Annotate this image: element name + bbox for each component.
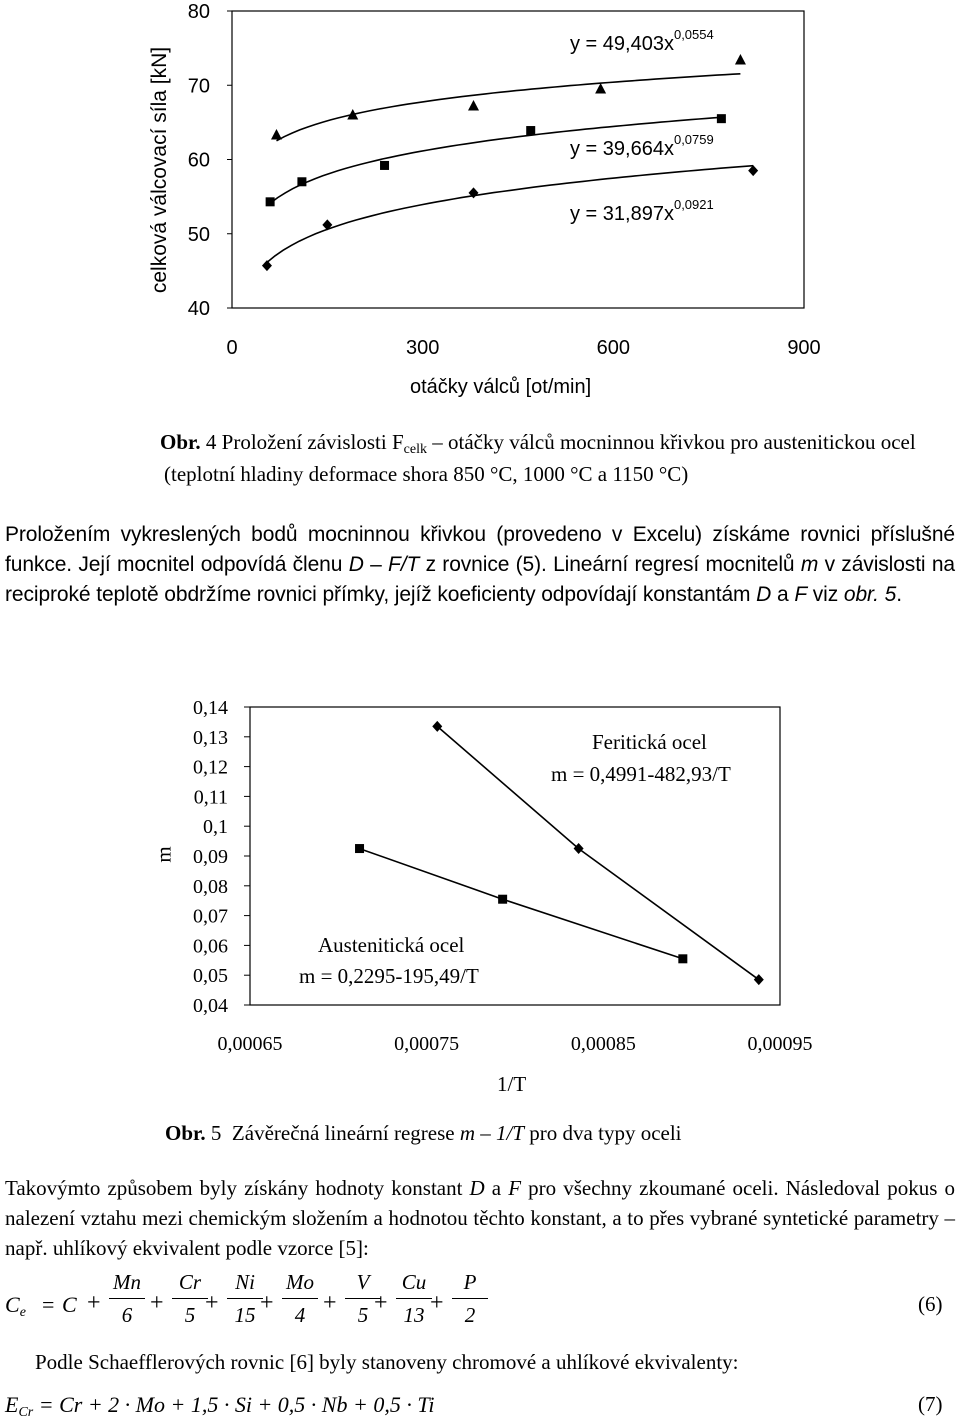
figure-5-y-axis-label: m: [151, 846, 176, 863]
paragraph-1-text-b: z rovnice (5). Lineární regresí mocnitelů: [419, 553, 801, 576]
data-point: [678, 954, 687, 963]
fraction: [452, 1270, 488, 1329]
x-tick-label: 300: [405, 337, 440, 359]
paragraph-2-and: a: [484, 1176, 509, 1200]
figure-5-caption-number: 5: [210, 1121, 222, 1145]
x-tick-label: 0,00075: [394, 1033, 460, 1055]
fraction-bar: [452, 1298, 488, 1299]
paragraph-1-symbol-d: D: [348, 553, 364, 576]
equation-6-number: (6): [918, 1292, 943, 1316]
x-tick-label: 0: [226, 337, 238, 359]
data-point: [468, 100, 479, 111]
paragraph-3: Podle Schaefflerových rovnic [6] byly stanoveny chromové a uhlíkové ekvivalenty:: [35, 1350, 739, 1374]
equation-7-lhs: E: [5, 1392, 19, 1417]
fraction-numerator: Ni: [235, 1270, 255, 1294]
plus-sign: +: [430, 1290, 444, 1316]
fraction-numerator: Mn: [113, 1270, 141, 1294]
paragraph-1-dash: –: [363, 553, 389, 576]
figure-5-caption-symbol-t: 1/T: [496, 1121, 525, 1145]
y-tick-label: 0,12: [193, 756, 228, 779]
fraction-denominator: 13: [403, 1303, 425, 1327]
figure-5-caption-dash: –: [475, 1121, 497, 1145]
figure-4-y-axis-label: celková válcovací síla [kN]: [148, 46, 171, 294]
figure-4-caption-number: 4: [205, 430, 217, 454]
data-point: [266, 197, 275, 206]
y-tick-label: 0,07: [193, 905, 228, 928]
equation-label: $y = 39,664x^{0,0759}$: [570, 132, 714, 160]
data-point: [271, 129, 282, 140]
paragraph-1-symbol-d-2: D: [756, 583, 772, 606]
paragraph-1-symbol-f: F: [794, 583, 808, 606]
paragraph-2: [5, 1173, 955, 1263]
fraction-denominator: 6: [121, 1303, 133, 1327]
plus-sign: +: [323, 1290, 337, 1316]
y-tick-label: 40: [187, 298, 210, 320]
fraction: [227, 1270, 263, 1329]
trend-curve: [277, 74, 741, 141]
plus-sign: +: [205, 1290, 219, 1316]
plus-sign: +: [374, 1290, 388, 1316]
x-tick-label: 600: [596, 337, 631, 359]
data-point: [526, 126, 535, 135]
plus-sign: +: [87, 1290, 101, 1316]
figure-5-x-axis-label: 1/T: [497, 1072, 527, 1096]
paragraph-1-symbol-m: m: [800, 553, 819, 576]
equation-7-rhs: = Cr + 2 · Mo + 1,5 · Si + 0,5 · Nb + 0,5 · Ti: [38, 1392, 435, 1417]
fraction-numerator: V: [356, 1270, 370, 1294]
figure-4-caption-text-a: Proložení závislosti F: [221, 430, 404, 454]
figure-4-x-axis-label: otáčky válců [ot/min]: [410, 376, 592, 398]
equation-6-lhs-subscript: e: [19, 1305, 26, 1320]
fraction-numerator: Cu: [401, 1270, 427, 1294]
data-point: [717, 114, 726, 123]
y-tick-label: 80: [187, 1, 210, 23]
figure-4-caption-line-2: (teplotní hladiny deformace shora 850 °C, 1000 °C a 1150 °C): [164, 462, 689, 486]
y-tick-label: 0,06: [193, 935, 228, 958]
paragraph-1-text-a: Proložením vykreslených bodů mocninnou křivkou (provedeno v Excelu) získáme rovnici příslušné funkce. Její mocnitel odpovídá členu: [5, 523, 955, 576]
y-tick-label: 0,04: [193, 995, 228, 1017]
equation-7-number: (7): [918, 1392, 943, 1416]
paragraph-1-end: .: [896, 583, 902, 606]
y-tick-label: 0,1: [203, 816, 228, 839]
paragraph-1-and: a: [771, 583, 795, 606]
equation-6-c: C: [62, 1292, 77, 1317]
figure-5-caption-text-a: Závěrečná lineární regrese: [221, 1121, 460, 1145]
data-point: [262, 260, 272, 271]
trend-curve: [267, 166, 753, 263]
data-point: [498, 895, 507, 904]
fraction-numerator: Mo: [286, 1270, 314, 1294]
figure-4-caption-text-b: – otáčky válců mocninnou křivkou pro austenitickou ocel: [427, 430, 916, 454]
figure-5-caption: [165, 1117, 682, 1149]
y-tick-label: 70: [187, 75, 210, 98]
fraction-denominator: 2: [464, 1303, 476, 1327]
data-point: [754, 974, 764, 985]
fraction: [109, 1270, 145, 1329]
data-point: [297, 177, 306, 186]
paragraph-2-text-a: Takovýmto způsobem byly získány hodnoty konstant: [5, 1176, 470, 1200]
y-tick-label: 0,08: [193, 875, 228, 898]
equation-7-lhs-subscript: Cr: [18, 1405, 34, 1420]
figure-5-caption-text-b: pro dva typy oceli: [524, 1121, 682, 1145]
equation-label: $y = 31,897x^{0,0921}$: [570, 197, 714, 225]
x-tick-label: 900: [787, 337, 821, 359]
data-point: [735, 54, 746, 64]
fraction-bar: [172, 1298, 208, 1299]
paragraph-2-symbol-f: F: [508, 1176, 522, 1200]
fraction: [172, 1270, 208, 1329]
y-tick-label: 0,05: [193, 965, 228, 988]
x-tick-label: 0,00085: [570, 1033, 636, 1055]
paragraph-1-text-c: v závislosti na reciproké teplotě obdržíme rovnici přímky, jejíž koeficienty odpovídají konstantám: [5, 553, 955, 606]
figure-5-caption-label: Obr.: [165, 1121, 206, 1145]
figure-5-chart: [0, 690, 960, 1110]
fraction-denominator: 4: [294, 1303, 306, 1327]
y-tick-label: 0,14: [193, 697, 228, 719]
fraction-bar: [396, 1298, 432, 1299]
austenitic-series-name: Austenitická ocel: [318, 933, 465, 957]
y-tick-label: 0,11: [193, 786, 228, 809]
paragraph-2-text-b: pro všechny zkoumané oceli. Následoval pokus o nalezení vztahu mezi chemickým složením a hodnotou těchto konstant, a to přes vybrané syntetické parametry – např. uhlíkový ekvivalent podle vzorce [5]:: [5, 1176, 955, 1260]
equation-6-lhs-symbol: C: [5, 1292, 20, 1317]
data-point: [380, 161, 389, 170]
figure-4-caption-subscript: celk: [403, 442, 427, 457]
data-point: [595, 83, 606, 94]
fraction-denominator: 5: [357, 1303, 369, 1327]
plus-sign: +: [260, 1290, 274, 1316]
ferritic-equation: m = 0,4991-482,93/T: [551, 762, 731, 786]
y-tick-label: 60: [187, 149, 210, 172]
equation-6: [0, 1270, 960, 1340]
equation-label: $y = 49,403x^{0,0554}$: [570, 27, 714, 55]
y-tick-label: 0,09: [193, 846, 228, 868]
paragraph-2-symbol-d: D: [469, 1176, 485, 1200]
data-point: [355, 844, 364, 853]
fraction-numerator: Cr: [178, 1270, 202, 1294]
fraction-bar: [109, 1298, 145, 1299]
fraction-denominator: 5: [184, 1303, 196, 1327]
paragraph-1-figure-ref: obr. 5: [843, 583, 897, 606]
paragraph-1-symbol-ft: F/T: [388, 553, 420, 576]
ferritic-series-name: Feritická ocel: [592, 730, 707, 754]
figure-4-caption-label: Obr.: [160, 430, 201, 454]
data-point: [748, 165, 758, 176]
paragraph-1-viz: viz: [807, 583, 844, 606]
fraction: [282, 1270, 318, 1329]
equation-7: [5, 1392, 434, 1421]
figure-5-caption-symbol-m: m: [459, 1121, 476, 1145]
plus-sign: +: [150, 1290, 164, 1316]
x-tick-label: 0,00095: [747, 1033, 813, 1055]
paragraph-1: [5, 520, 955, 610]
y-tick-label: 50: [187, 223, 210, 246]
fraction-bar: [282, 1298, 318, 1299]
plot-area: [232, 11, 804, 308]
y-tick-label: 0,13: [193, 726, 228, 749]
trend-curve: [270, 117, 721, 203]
x-tick-label: 0,00065: [217, 1033, 283, 1055]
austenitic-equation: m = 0,2295-195,49/T: [299, 964, 479, 988]
fraction-bar: [227, 1298, 263, 1299]
equation-6-lhs: [5, 1292, 26, 1321]
fraction-numerator: P: [463, 1270, 477, 1294]
fraction-denominator: 15: [234, 1303, 256, 1327]
fraction: [396, 1270, 432, 1329]
figure-4-chart: [0, 0, 960, 420]
equation-6-equals: =: [42, 1292, 55, 1317]
